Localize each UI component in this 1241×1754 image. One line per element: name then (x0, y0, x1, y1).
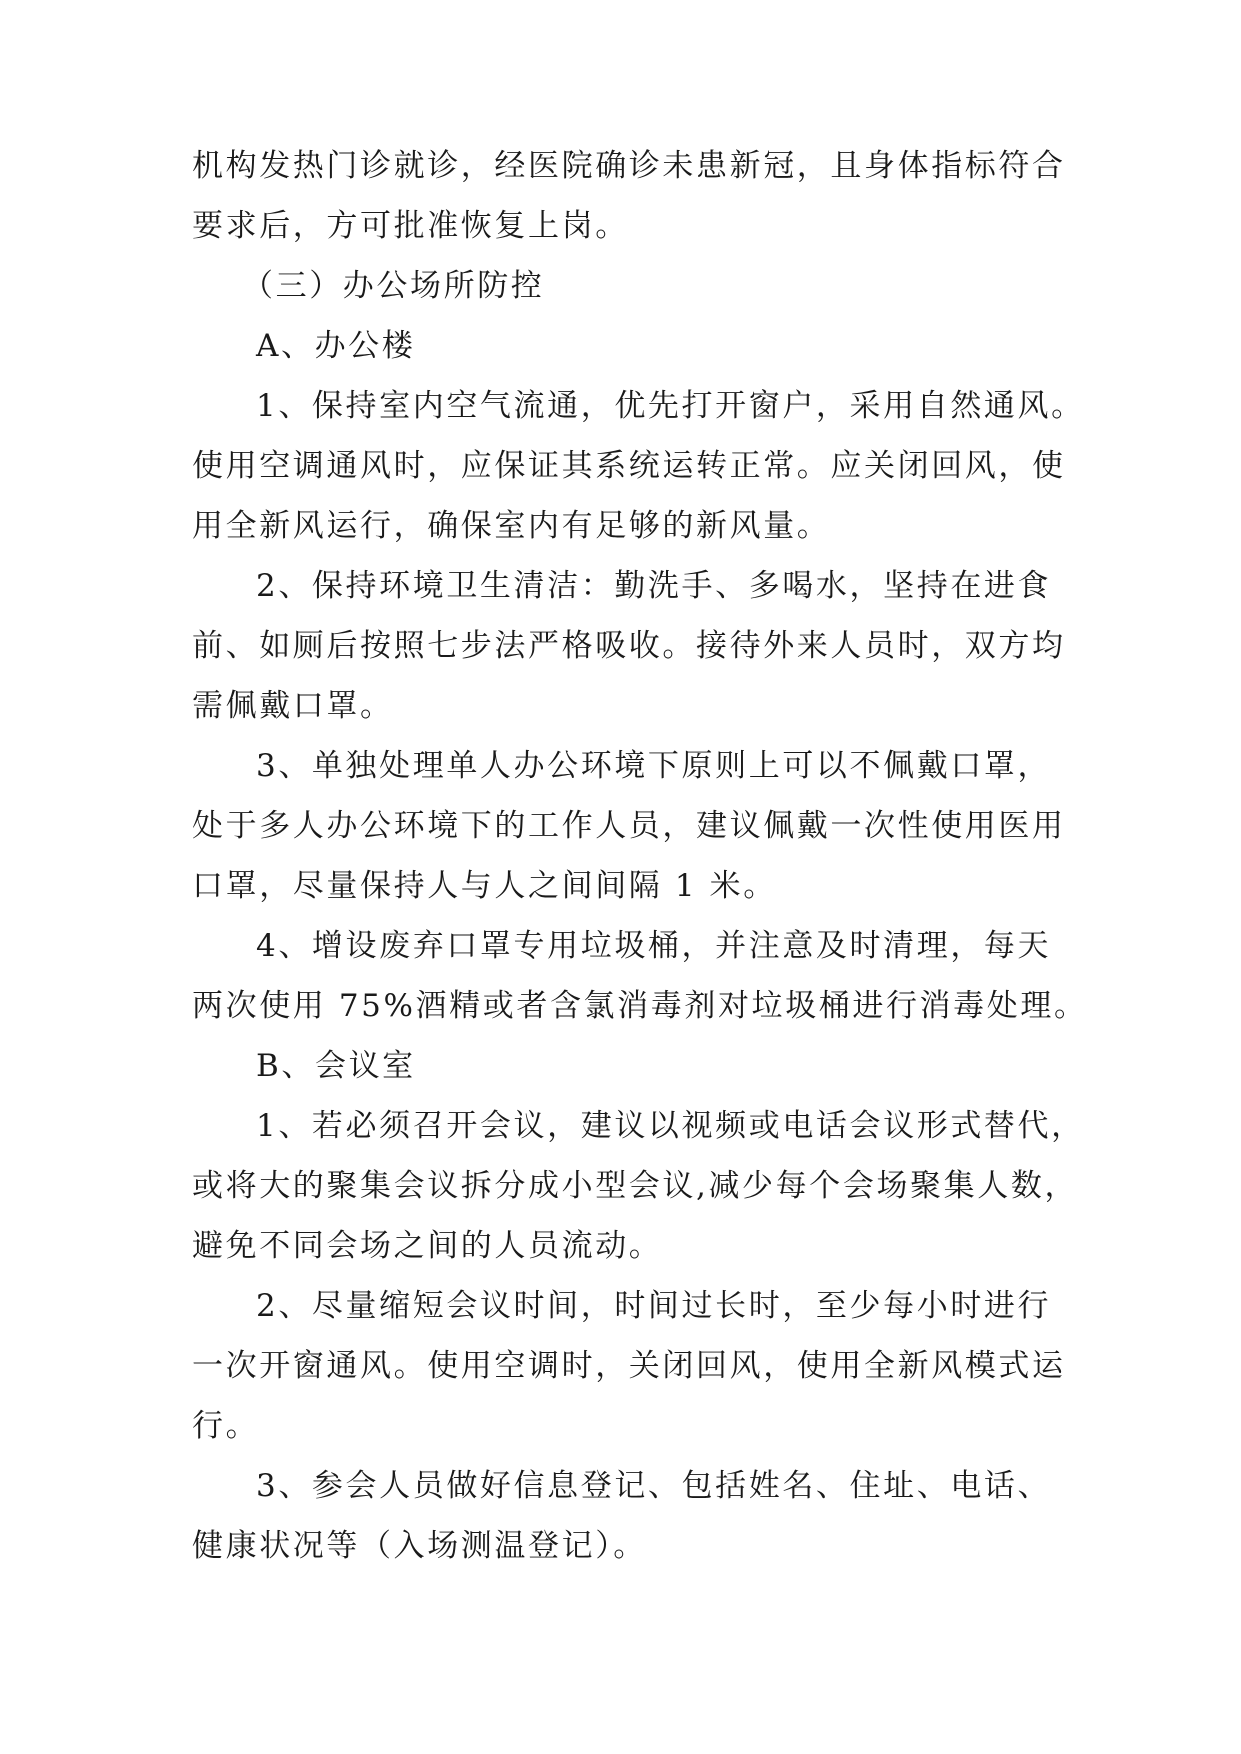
subsection-heading: A、办公楼 (256, 328, 416, 364)
text-line: 行。 (192, 1408, 260, 1444)
text-line: 或将大的聚集会议拆分成小型会议,减少每个会场聚集人数， (192, 1168, 1079, 1204)
text-line: 避免不同会场之间的人员流动。 (192, 1228, 663, 1264)
text-line: 3、参会人员做好信息登记、包括姓名、住址、电话、 (256, 1468, 1052, 1504)
text-line: 1、若必须召开会议，建议以视频或电话会议形式替代， (256, 1108, 1085, 1144)
text-line: 使用空调通风时，应保证其系统运转正常。应关闭回风，使 (192, 448, 1066, 484)
text-line: 要求后，方可批准恢复上岗。 (192, 208, 629, 244)
text-line: 3、单独处理单人办公环境下原则上可以不佩戴口罩， (256, 748, 1052, 784)
text-line: 4、增设废弃口罩专用垃圾桶，并注意及时清理，每天 (256, 928, 1052, 964)
text-line: 两次使用 75%酒精或者含氯消毒剂对垃圾桶进行消毒处理。 (192, 988, 1088, 1024)
subsection-heading: B、会议室 (256, 1048, 416, 1084)
text-line: 口罩，尽量保持人与人之间间隔 1 米。 (192, 868, 777, 904)
text-line: 用全新风运行，确保室内有足够的新风量。 (192, 508, 831, 544)
text-line: 需佩戴口罩。 (192, 688, 394, 724)
text-line: 机构发热门诊就诊，经医院确诊未患新冠，且身体指标符合 (192, 148, 1066, 184)
text-line: 前、如厕后按照七步法严格吸收。接待外来人员时，双方均 (192, 628, 1066, 664)
text-line: 2、保持环境卫生清洁：勤洗手、多喝水，坚持在进食 (256, 568, 1052, 604)
text-line: 一次开窗通风。使用空调时，关闭回风，使用全新风模式运 (192, 1348, 1066, 1384)
text-line: 处于多人办公环境下的工作人员，建议佩戴一次性使用医用 (192, 808, 1066, 844)
text-line: 2、尽量缩短会议时间，时间过长时，至少每小时进行 (256, 1288, 1052, 1324)
text-line: 健康状况等（入场测温登记）。 (192, 1528, 647, 1564)
section-heading: （三）办公场所防控 (242, 268, 545, 304)
text-line: 1、保持室内空气流通，优先打开窗户，采用自然通风。 (256, 388, 1085, 424)
